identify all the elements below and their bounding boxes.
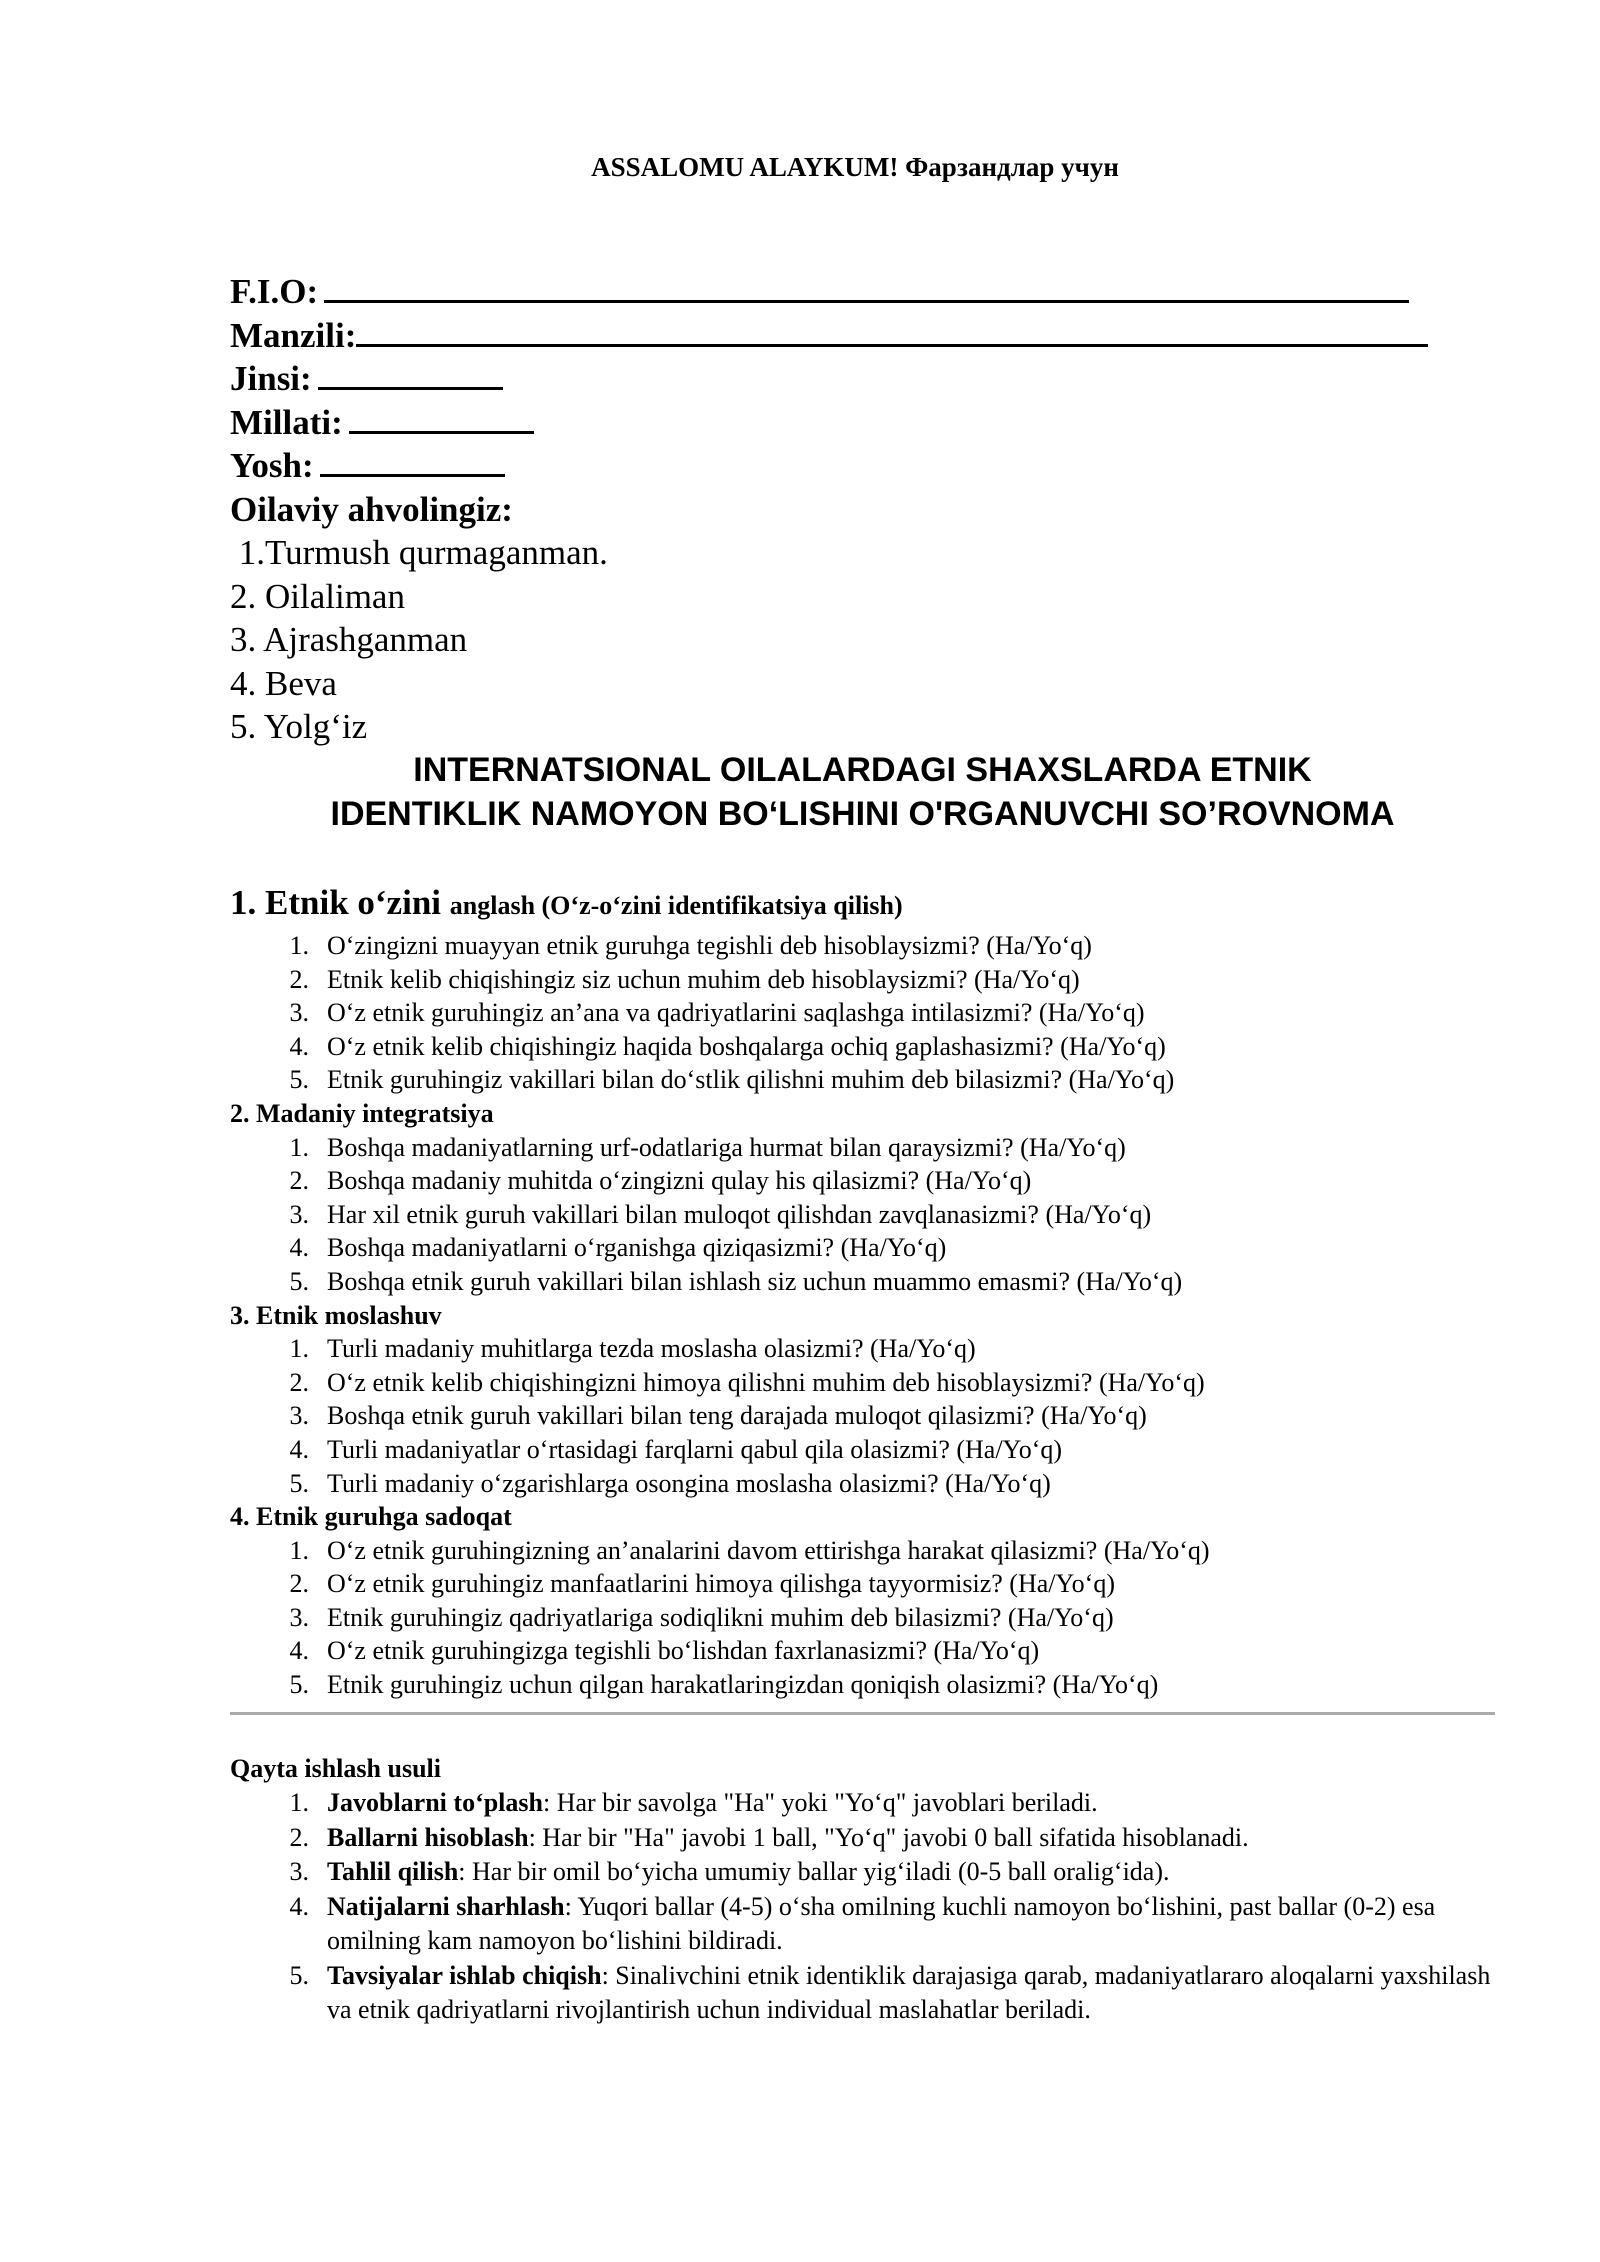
method-term: Javoblarni to‘plash <box>327 1788 543 1817</box>
yosh-blank[interactable] <box>320 444 505 477</box>
personal-info-fields <box>230 270 1490 749</box>
method-item: 1. Javoblarni to‘plash: Har bir savolga "Ha" yoki "Yo‘q" javoblari beriladi. <box>289 1788 1098 1817</box>
horizontal-divider <box>230 1712 1495 1715</box>
yosh-field <box>230 444 1490 488</box>
question-text: O‘z etnik kelib chiqishingizni himoya qilishni muhim deb hisoblaysizmi? (Ha/Yo‘q) <box>327 1367 1205 1397</box>
question-item: 4. Boshqa madaniyatlarni o‘rganishga qiziqasizmi? (Ha/Yo‘q) <box>289 1233 947 1263</box>
question-item: 2. O‘z etnik kelib chiqishingizni himoya qilishni muhim deb hisoblaysizmi? (Ha/Yo‘q) <box>289 1367 1205 1397</box>
question-text: Turli madaniy muhitlarga tezda moslasha olasizmi? (Ha/Yo‘q) <box>327 1334 976 1364</box>
marital-option[interactable]: 4. Beva <box>230 663 337 703</box>
question-item: 3. O‘z etnik guruhingiz an’ana va qadriyatlarini saqlashga intilasizmi? (Ha/Yo‘q) <box>289 998 1145 1028</box>
question-item: 3. Boshqa etnik guruh vakillari bilan teng darajada muloqot qilasizmi? (Ha/Yo‘q) <box>289 1401 1147 1431</box>
question-text: O‘z etnik guruhingizga tegishli bo‘lishdan faxrlanasizmi? (Ha/Yo‘q) <box>327 1636 1040 1666</box>
method-heading: Qayta ishlash usuli <box>230 1754 441 1783</box>
section-heading-main: 1. Etnik o‘zini <box>230 883 450 922</box>
method-term: Ballarni hisoblash <box>327 1822 529 1852</box>
method-item: 5. Tavsiyalar ishlab chiqish: Sinalivchini etnik identiklik darajasiga qarab, madaniyatlararo aloqalarni yaxshilash va etnik qadriyatlarni rivojlantirish uchun individual maslahatlar beriladi. <box>289 1960 1491 2024</box>
question-text: Boshqa madaniyatlarni o‘rganishga qiziqasizmi? (Ha/Yo‘q) <box>327 1233 947 1263</box>
method-term: Tahlil qilish <box>327 1857 459 1886</box>
survey-sections <box>230 880 1530 1702</box>
question-text: Boshqa etnik guruh vakillari bilan ishlash siz uchun muammo emasmi? (Ha/Yo‘q) <box>327 1266 1183 1296</box>
survey-title-line: INTERNATSIONAL OILALARDAGI SHAXSLARDA ETNIK <box>413 751 1312 789</box>
question-text: Har xil etnik guruh vakillari bilan muloqot qilishdan zavqlanasizmi? (Ha/Yo‘q) <box>327 1199 1152 1229</box>
question-item: 1. Turli madaniy muhitlarga tezda moslasha olasizmi? (Ha/Yo‘q) <box>289 1334 976 1364</box>
question-list <box>230 1534 1530 1702</box>
section-heading-sub: anglash (O‘z-o‘zini identifikatsiya qilish) <box>449 891 903 920</box>
marital-option[interactable]: 2. Oilaliman <box>230 576 405 616</box>
survey-title <box>0 748 1600 836</box>
jinsi-label: Jinsi: <box>230 359 312 398</box>
question-text: O‘zingizni muayyan etnik guruhga tegishli deb hisoblaysizmi? (Ha/Yo‘q) <box>327 931 1092 960</box>
question-item: 4. O‘z etnik guruhingizga tegishli bo‘lishdan faxrlanasizmi? (Ha/Yo‘q) <box>289 1636 1040 1666</box>
method-text: : Yuqori ballar (4-5) o‘sha omilning kuchli namoyon bo‘lishini, past ballar (0-2) esa omilning kam namoyon bo‘lishini bildiradi. <box>327 1891 1436 1955</box>
method-item: 3. Tahlil qilish: Har bir omil bo‘yicha umumiy ballar yig‘iladi (0-5 ball oralig‘ida). <box>289 1857 1170 1886</box>
question-text: Turli madaniyatlar o‘rtasidagi farqlarni qabul qila olasizmi? (Ha/Yo‘q) <box>327 1434 1063 1464</box>
question-item: 5. Turli madaniy o‘zgarishlarga osongina moslasha olasizmi? (Ha/Yo‘q) <box>289 1468 1051 1498</box>
question-text: Etnik guruhingiz vakillari bilan do‘stlik qilishni muhim deb bilasizmi? (Ha/Yo‘q) <box>327 1065 1175 1095</box>
question-item: 1. O‘z etnik guruhingizning an’analarini davom ettirishga harakat qilasizmi? (Ha/Yo‘q) <box>289 1535 1210 1565</box>
fio-blank[interactable] <box>324 270 1409 303</box>
question-item: 4. O‘z etnik kelib chiqishingiz haqida boshqalarga ochiq gaplashasizmi? (Ha/Yo‘q) <box>289 1031 1166 1061</box>
question-list <box>230 1332 1530 1500</box>
question-item: 5. Boshqa etnik guruh vakillari bilan ishlash siz uchun muammo emasmi? (Ha/Yo‘q) <box>289 1266 1183 1296</box>
question-text: Boshqa madaniyatlarning urf-odatlariga hurmat bilan qaraysizmi? (Ha/Yo‘q) <box>327 1132 1126 1162</box>
method-text: : Har bir savolga "Ha" yoki "Yo‘q" javoblari beriladi. <box>543 1788 1098 1817</box>
oilaviy-heading: Oilaviy ahvolingiz: <box>230 489 513 529</box>
millati-label: Millati: <box>230 402 343 442</box>
method-text: : Har bir "Ha" javobi 1 ball, "Yo‘q" javobi 0 ball sifatida hisoblanadi. <box>528 1822 1249 1852</box>
method-item: 2. Ballarni hisoblash: Har bir "Ha" javobi 1 ball, "Yo‘q" javobi 0 ball sifatida hisoblanadi. <box>289 1822 1249 1852</box>
question-text: Etnik guruhingiz qadriyatlariga sodiqlikni muhim deb bilasizmi? (Ha/Yo‘q) <box>327 1602 1114 1632</box>
question-item: 5. Etnik guruhingiz uchun qilgan harakatlaringizdan qoniqish olasizmi? (Ha/Yo‘q) <box>289 1670 1159 1700</box>
manzili-label: Manzili: <box>230 315 357 355</box>
fio-label: F.I.O: <box>230 272 319 311</box>
question-item: 2. Boshqa madaniy muhitda o‘zingizni qulay his qilasizmi? (Ha/Yo‘q) <box>289 1166 1032 1196</box>
question-text: O‘z etnik guruhingiz an’ana va qadriyatlarini saqlashga intilasizmi? (Ha/Yo‘q) <box>327 998 1145 1028</box>
question-text: O‘z etnik guruhingiz manfaatlarini himoya qilishga tayyormisiz? (Ha/Yo‘q) <box>327 1569 1115 1599</box>
section-heading: 3. Etnik moslashuv <box>230 1300 442 1330</box>
question-item: 5. Etnik guruhingiz vakillari bilan do‘stlik qilishni muhim deb bilasizmi? (Ha/Yo‘q) <box>289 1065 1175 1095</box>
question-text: O‘z etnik kelib chiqishingiz haqida boshqalarga ochiq gaplashasizmi? (Ha/Yo‘q) <box>327 1031 1166 1061</box>
question-item: 3. Har xil etnik guruh vakillari bilan muloqot qilishdan zavqlanasizmi? (Ha/Yo‘q) <box>289 1199 1152 1229</box>
marital-option[interactable]: 5. Yolg‘iz <box>230 707 368 746</box>
question-text: Turli madaniy o‘zgarishlarga osongina moslasha olasizmi? (Ha/Yo‘q) <box>327 1468 1051 1498</box>
manzili-blank[interactable] <box>356 314 1428 347</box>
question-list <box>230 1131 1530 1299</box>
question-text: Boshqa etnik guruh vakillari bilan teng darajada muloqot qilasizmi? (Ha/Yo‘q) <box>327 1401 1147 1431</box>
question-text: Etnik guruhingiz uchun qilgan harakatlaringizdan qoniqish olasizmi? (Ha/Yo‘q) <box>327 1670 1159 1700</box>
method-term: Natijalarni sharhlash <box>327 1891 565 1921</box>
question-item: 4. Turli madaniyatlar o‘rtasidagi farqlarni qabul qila olasizmi? (Ha/Yo‘q) <box>289 1434 1063 1464</box>
question-list <box>230 929 1530 1097</box>
question-item: 2. O‘z etnik guruhingiz manfaatlarini himoya qilishga tayyormisiz? (Ha/Yo‘q) <box>289 1569 1115 1599</box>
method-item: 4. Natijalarni sharhlash: Yuqori ballar (4-5) o‘sha omilning kuchli namoyon bo‘lishini, past ballar (0-2) esa omilning kam namoyon bo‘lishini bildiradi. <box>289 1891 1436 1955</box>
marital-option[interactable]: 1.Turmush qurmaganman. <box>230 533 608 572</box>
method-text: : Sinalivchini etnik identiklik darajasiga qarab, madaniyatlararo aloqalarni yaxshilash va etnik qadriyatlarni rivojlantirish uchun individual maslahatlar beriladi. <box>327 1960 1491 2024</box>
greeting-header: ASSALOMU ALAYKUM! Фарзандлар учун <box>591 152 1119 182</box>
jinsi-blank[interactable] <box>318 357 503 390</box>
question-item: 1. O‘zingizni muayyan etnik guruhga tegishli deb hisoblaysizmi? (Ha/Yo‘q) <box>289 931 1092 960</box>
question-text: Boshqa madaniy muhitda o‘zingizni qulay his qilasizmi? (Ha/Yo‘q) <box>327 1166 1032 1196</box>
method-list <box>230 1786 1530 2028</box>
section-heading <box>230 880 1530 929</box>
question-item: 3. Etnik guruhingiz qadriyatlariga sodiqlikni muhim deb bilasizmi? (Ha/Yo‘q) <box>289 1602 1114 1632</box>
method-term: Tavsiyalar ishlab chiqish <box>327 1960 602 1990</box>
question-item: 2. Etnik kelib chiqishingiz siz uchun muhim deb hisoblaysizmi? (Ha/Yo‘q) <box>289 964 1080 994</box>
question-item: 1. Boshqa madaniyatlarning urf-odatlariga hurmat bilan qaraysizmi? (Ha/Yo‘q) <box>289 1132 1126 1162</box>
manzili-field <box>230 314 1490 358</box>
millati-field <box>230 401 1490 445</box>
question-text: O‘z etnik guruhingizning an’analarini davom ettirishga harakat qilasizmi? (Ha/Yo‘q) <box>327 1535 1210 1565</box>
method-text: : Har bir omil bo‘yicha umumiy ballar yig‘iladi (0-5 ball oralig‘ida). <box>458 1857 1170 1886</box>
fio-field <box>230 270 1490 314</box>
processing-method <box>230 1752 1530 2028</box>
jinsi-field <box>230 357 1490 401</box>
question-text: Etnik kelib chiqishingiz siz uchun muhim deb hisoblaysizmi? (Ha/Yo‘q) <box>327 964 1080 994</box>
millati-blank[interactable] <box>349 401 534 434</box>
survey-title-line: IDENTIKLIK NAMOYON BO‘LISHINI O'RGANUVCHI SO’ROVNOMA <box>330 795 1395 833</box>
yosh-label: Yosh: <box>230 446 314 485</box>
marital-option[interactable]: 3. Ajrashganman <box>230 620 468 659</box>
section-heading: 2. Madaniy integratsiya <box>230 1098 494 1128</box>
section-heading: 4. Etnik guruhga sadoqat <box>230 1502 512 1532</box>
